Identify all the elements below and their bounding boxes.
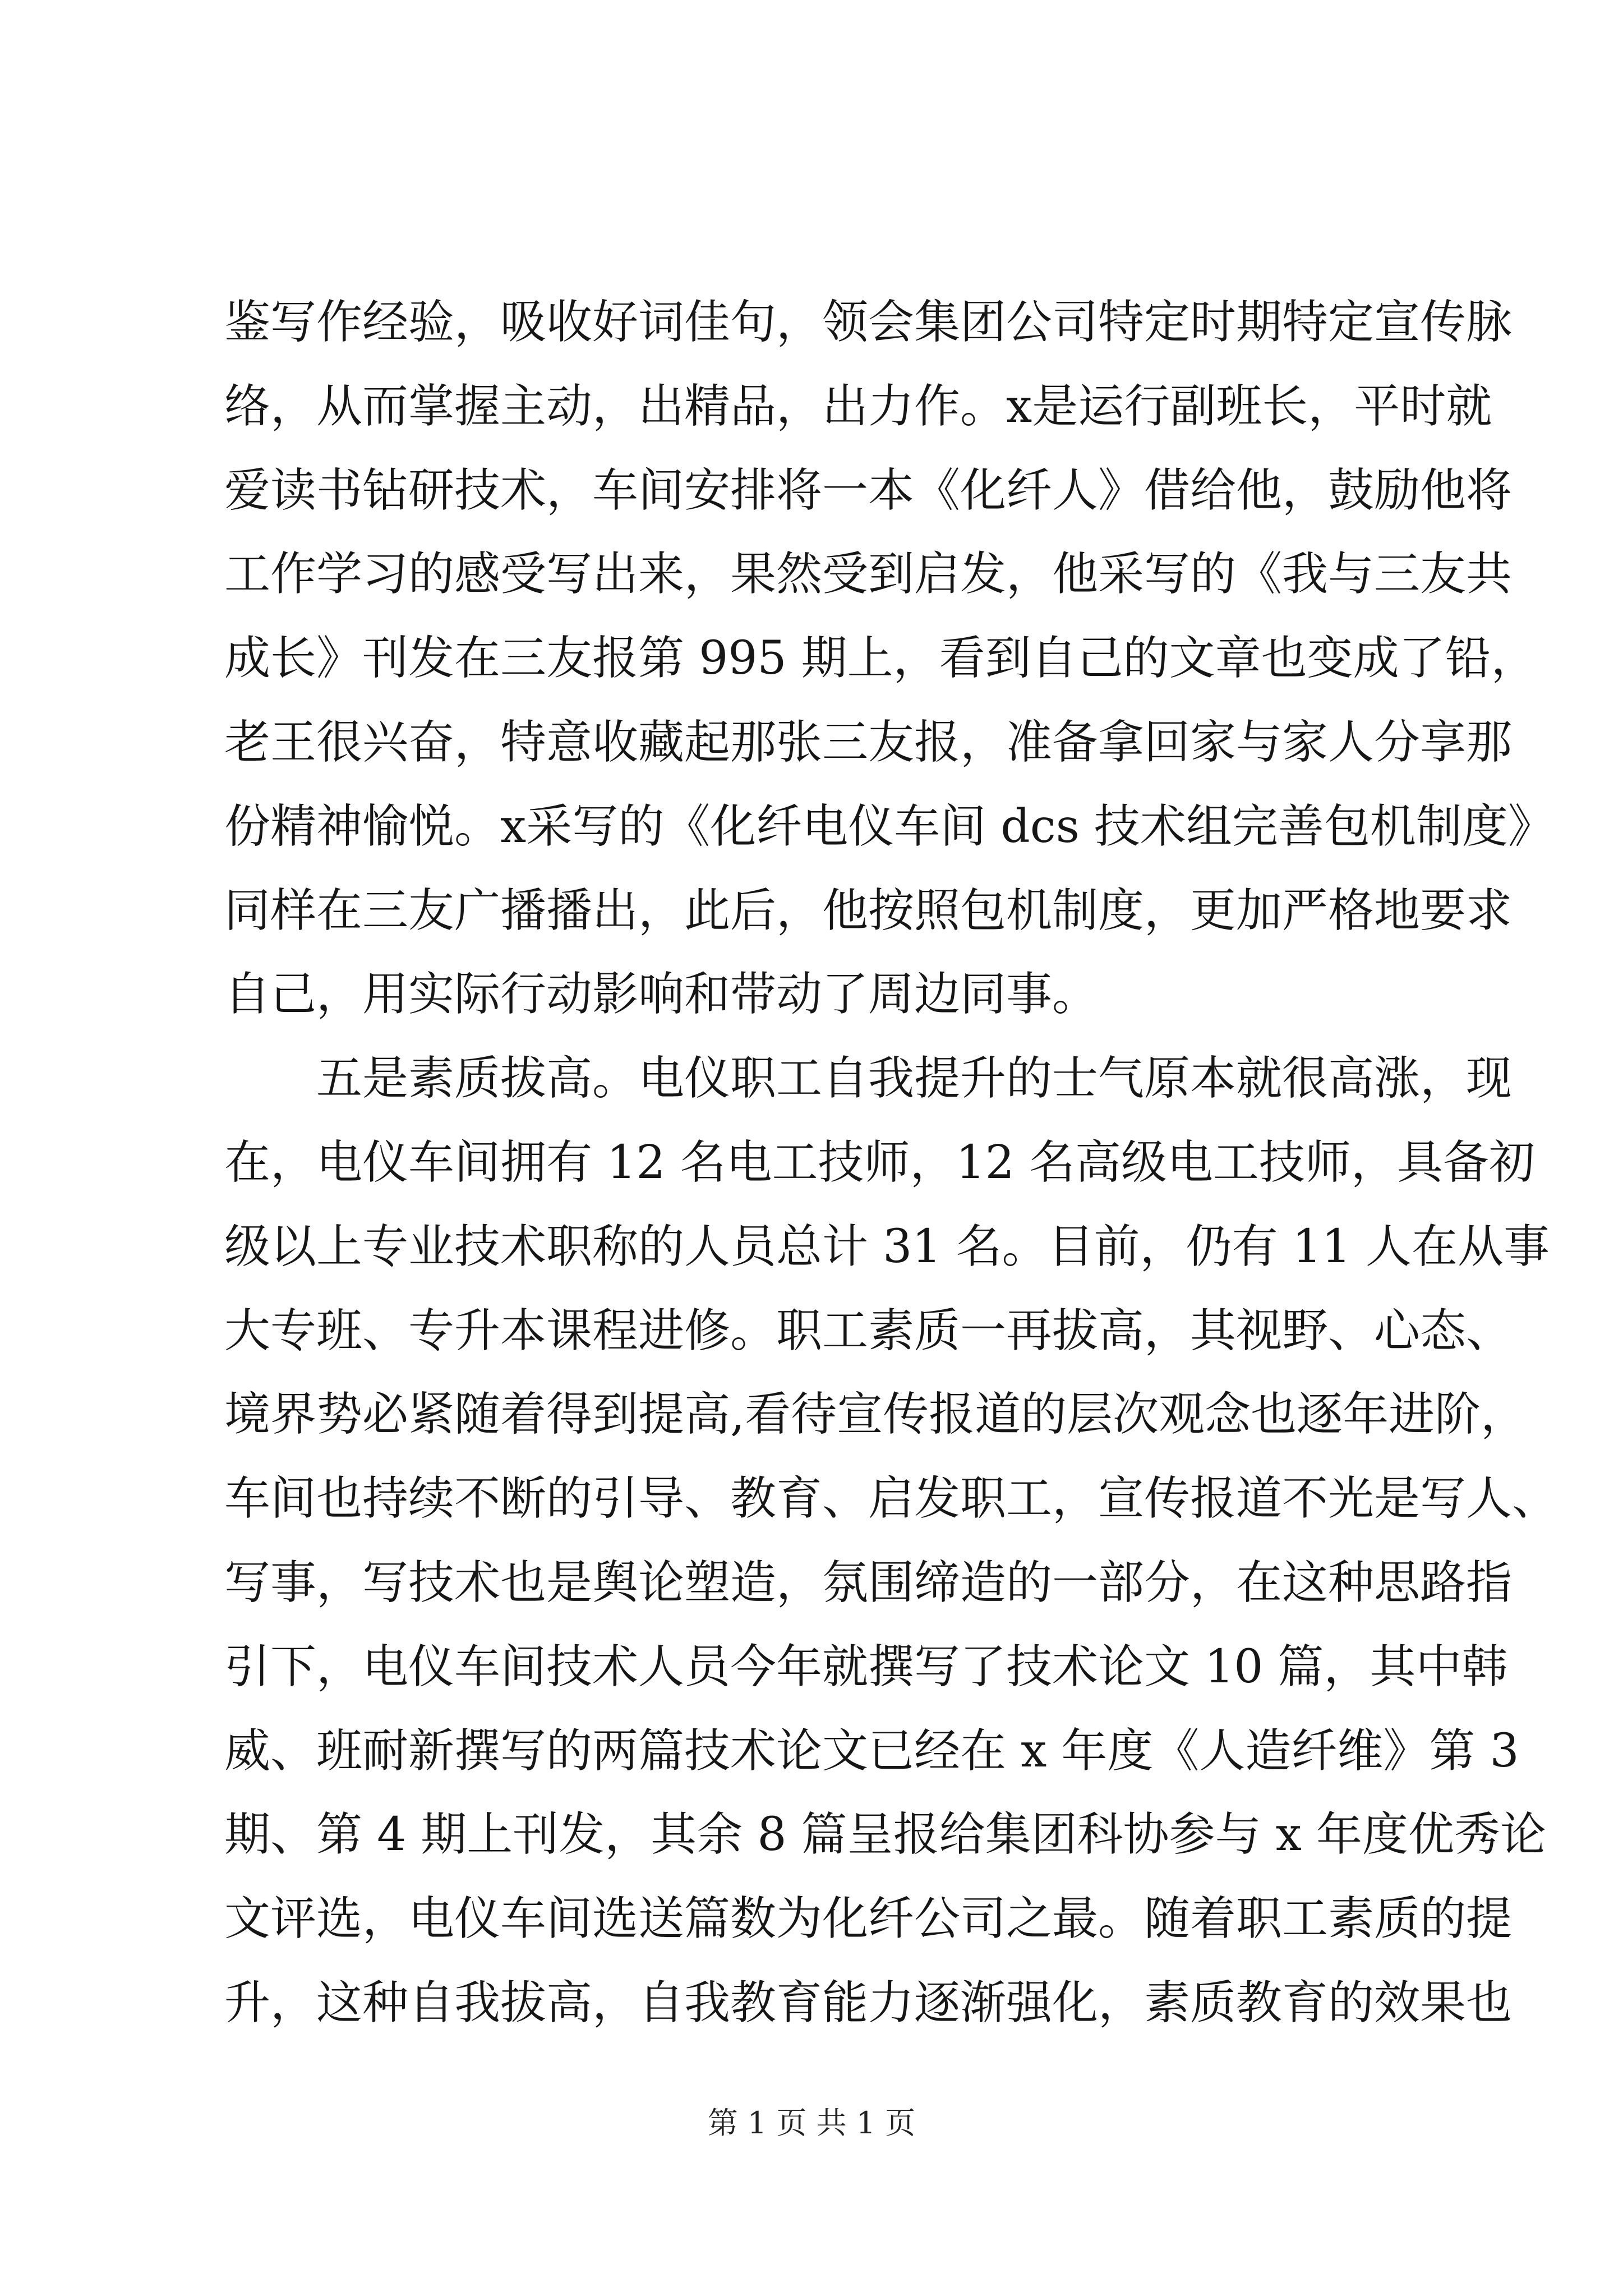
paragraph-1-line-7: 份精神愉悦。x采写的《化纤电仪车间 dcs 技术组完善包机制度》 xyxy=(224,799,1554,853)
paragraph-1-line-3: 爱读书钻研技术，车间安排将一本《化纤人》借给他，鼓励他将 xyxy=(224,463,1513,517)
paragraph-1-line-1: 鉴写作经验，吸收好词佳句，领会集团公司特定时期特定宣传脉 xyxy=(224,296,1513,349)
paragraph-2-line-4: 大专班、专升本课程进修。职工素质一再拔高，其视野、心态、 xyxy=(224,1304,1513,1358)
paragraph-1-line-5: 成长》刊发在三友报第 995 期上，看到自己的文章也变成了铅， xyxy=(224,632,1537,685)
paragraph-2-line-9: 威、班耐新撰写的两篇技术论文已经在 x 年度《人造纤维》第 3 xyxy=(224,1724,1519,1778)
paragraph-1-line-4: 工作学习的感受写出来，果然受到启发，他采写的《我与三友共 xyxy=(224,547,1513,601)
page-number-footer: 第 1 页 共 1 页 xyxy=(707,2105,916,2141)
paragraph-2-line-8: 引下，电仪车间技术人员今年就撰写了技术论文 10 篇，其中韩 xyxy=(224,1640,1508,1694)
paragraph-1-line-8: 同样在三友广播播出，此后，他按照包机制度，更加严格地要求 xyxy=(224,884,1513,937)
paragraph-2-line-12: 升，这种自我拔高，自我教育能力逐渐强化，素质教育的效果也 xyxy=(224,1976,1513,2030)
body-text xyxy=(224,280,1559,2045)
paragraph-2-line-1: 五是素质拔高。电仪职工自我提升的士气原本就很高涨，现 xyxy=(316,1052,1513,1106)
paragraph-1-line-6: 老王很兴奋，特意收藏起那张三友报，准备拿回家与家人分享那 xyxy=(224,715,1513,769)
paragraph-2-line-10: 期、第 4 期上刊发，其余 8 篇呈报给集团科协参与 x 年度优秀论 xyxy=(224,1808,1546,1862)
paragraph-2-line-7: 写事，写技术也是舆论塑造，氛围缔造的一部分，在这种思路指 xyxy=(224,1556,1513,1609)
paragraph-2-line-5: 境界势必紧随着得到提高,看待宣传报道的层次观念也逐年进阶， xyxy=(224,1388,1527,1442)
paragraph-1-line-9: 自己，用实际行动影响和带动了周边同事。 xyxy=(224,968,1099,1022)
paragraph-2-line-3: 级以上专业技术职称的人员总计 31 名。目前，仍有 11 人在从事 xyxy=(224,1220,1550,1273)
paragraph-1-line-2: 络，从而掌握主动，出精品，出力作。x是运行副班长，平时就 xyxy=(224,379,1492,433)
paragraph-2-line-11: 文评选，电仪车间选送篇数为化纤公司之最。随着职工素质的提 xyxy=(224,1892,1513,1946)
paragraph-2-line-2: 在，电仪车间拥有 12 名电工技师，12 名高级电工技师，具备初 xyxy=(224,1135,1535,1189)
paragraph-2-line-6: 车间也持续不断的引导、教育、启发职工，宣传报道不光是写人、 xyxy=(224,1472,1559,1526)
